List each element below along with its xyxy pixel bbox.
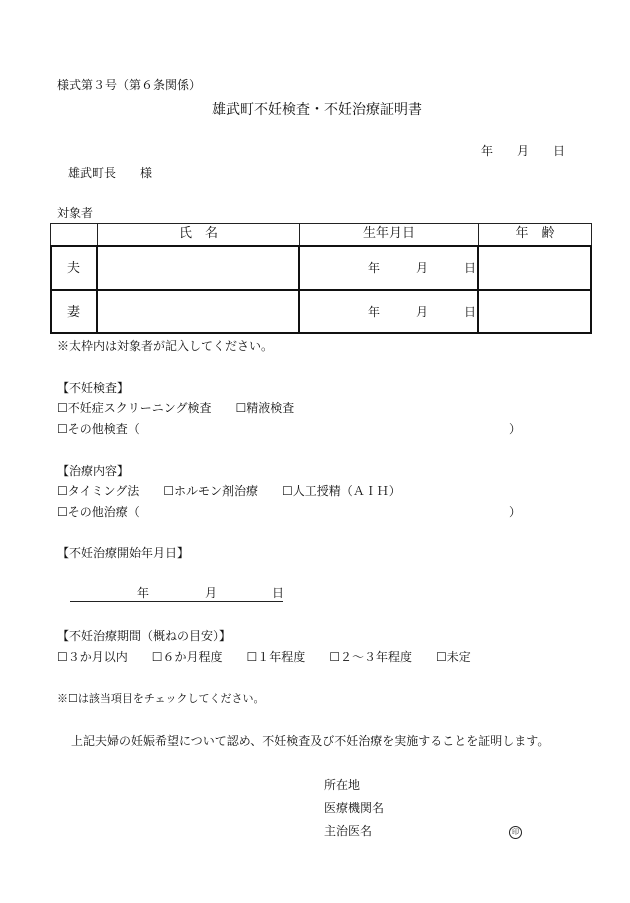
table-note: ※太枠内は対象者が記入してください。 (57, 339, 274, 353)
start-date-year: 年 (137, 586, 150, 600)
document-title: 雄武町不妊検査・不妊治療証明書 (212, 102, 422, 118)
subject-table (50, 223, 592, 334)
period-heading: 【不妊治療期間（概ねの目安）】 (57, 629, 232, 643)
row-wife-label: 妻 (66, 305, 80, 320)
check-note: ※☐は該当項目をチェックしてください。 (57, 692, 265, 705)
form-number: 様式第３号（第６条関係） (57, 78, 202, 92)
header-age: 年 齢 (515, 226, 555, 241)
treatment-other-close: ） (509, 505, 522, 519)
start-date-underline (70, 601, 283, 602)
row-husband-label: 夫 (66, 261, 80, 276)
treatment-options: ☐タイミング法 ☐ホルモン剤治療 ☐人工授精（ＡＩＨ） (57, 484, 401, 498)
date-line: 年 月 日 (481, 144, 566, 158)
tests-other-close: ） (509, 422, 522, 436)
start-date-heading: 【不妊治療開始年月日】 (57, 546, 190, 560)
tests-other-open: ☐その他検査（ (57, 422, 140, 436)
header-name: 氏 名 (178, 226, 218, 241)
signature-location: 所在地 (324, 778, 361, 792)
seal-icon: 印 (509, 826, 522, 839)
tests-options: ☐不妊症スクリーニング検査 ☐精液検査 (57, 401, 295, 415)
start-date-month: 月 (205, 586, 218, 600)
header-birthdate: 生年月日 (362, 226, 415, 241)
treatment-heading: 【治療内容】 (57, 464, 130, 478)
period-options: ☐３か月以内 ☐６か月程度 ☐１年程度 ☐２～３年程度 ☐未定 (57, 650, 471, 664)
start-date-day: 日 (272, 586, 285, 600)
signature-institution: 医療機関名 (324, 801, 385, 815)
signature-doctor: 主治医名 (324, 824, 373, 838)
tests-heading: 【不妊検査】 (57, 381, 130, 395)
statement: 上記夫婦の妊娠希望について認め、不妊検査及び不妊治療を実施することを証明します。 (71, 734, 550, 748)
row-husband-birthdate: 年 月 日 (368, 261, 477, 275)
addressee: 雄武町長 様 (68, 166, 153, 180)
row-wife-birthdate: 年 月 日 (368, 305, 477, 319)
subject-label: 対象者 (57, 206, 94, 220)
treatment-other-open: ☐その他治療（ (57, 505, 140, 519)
